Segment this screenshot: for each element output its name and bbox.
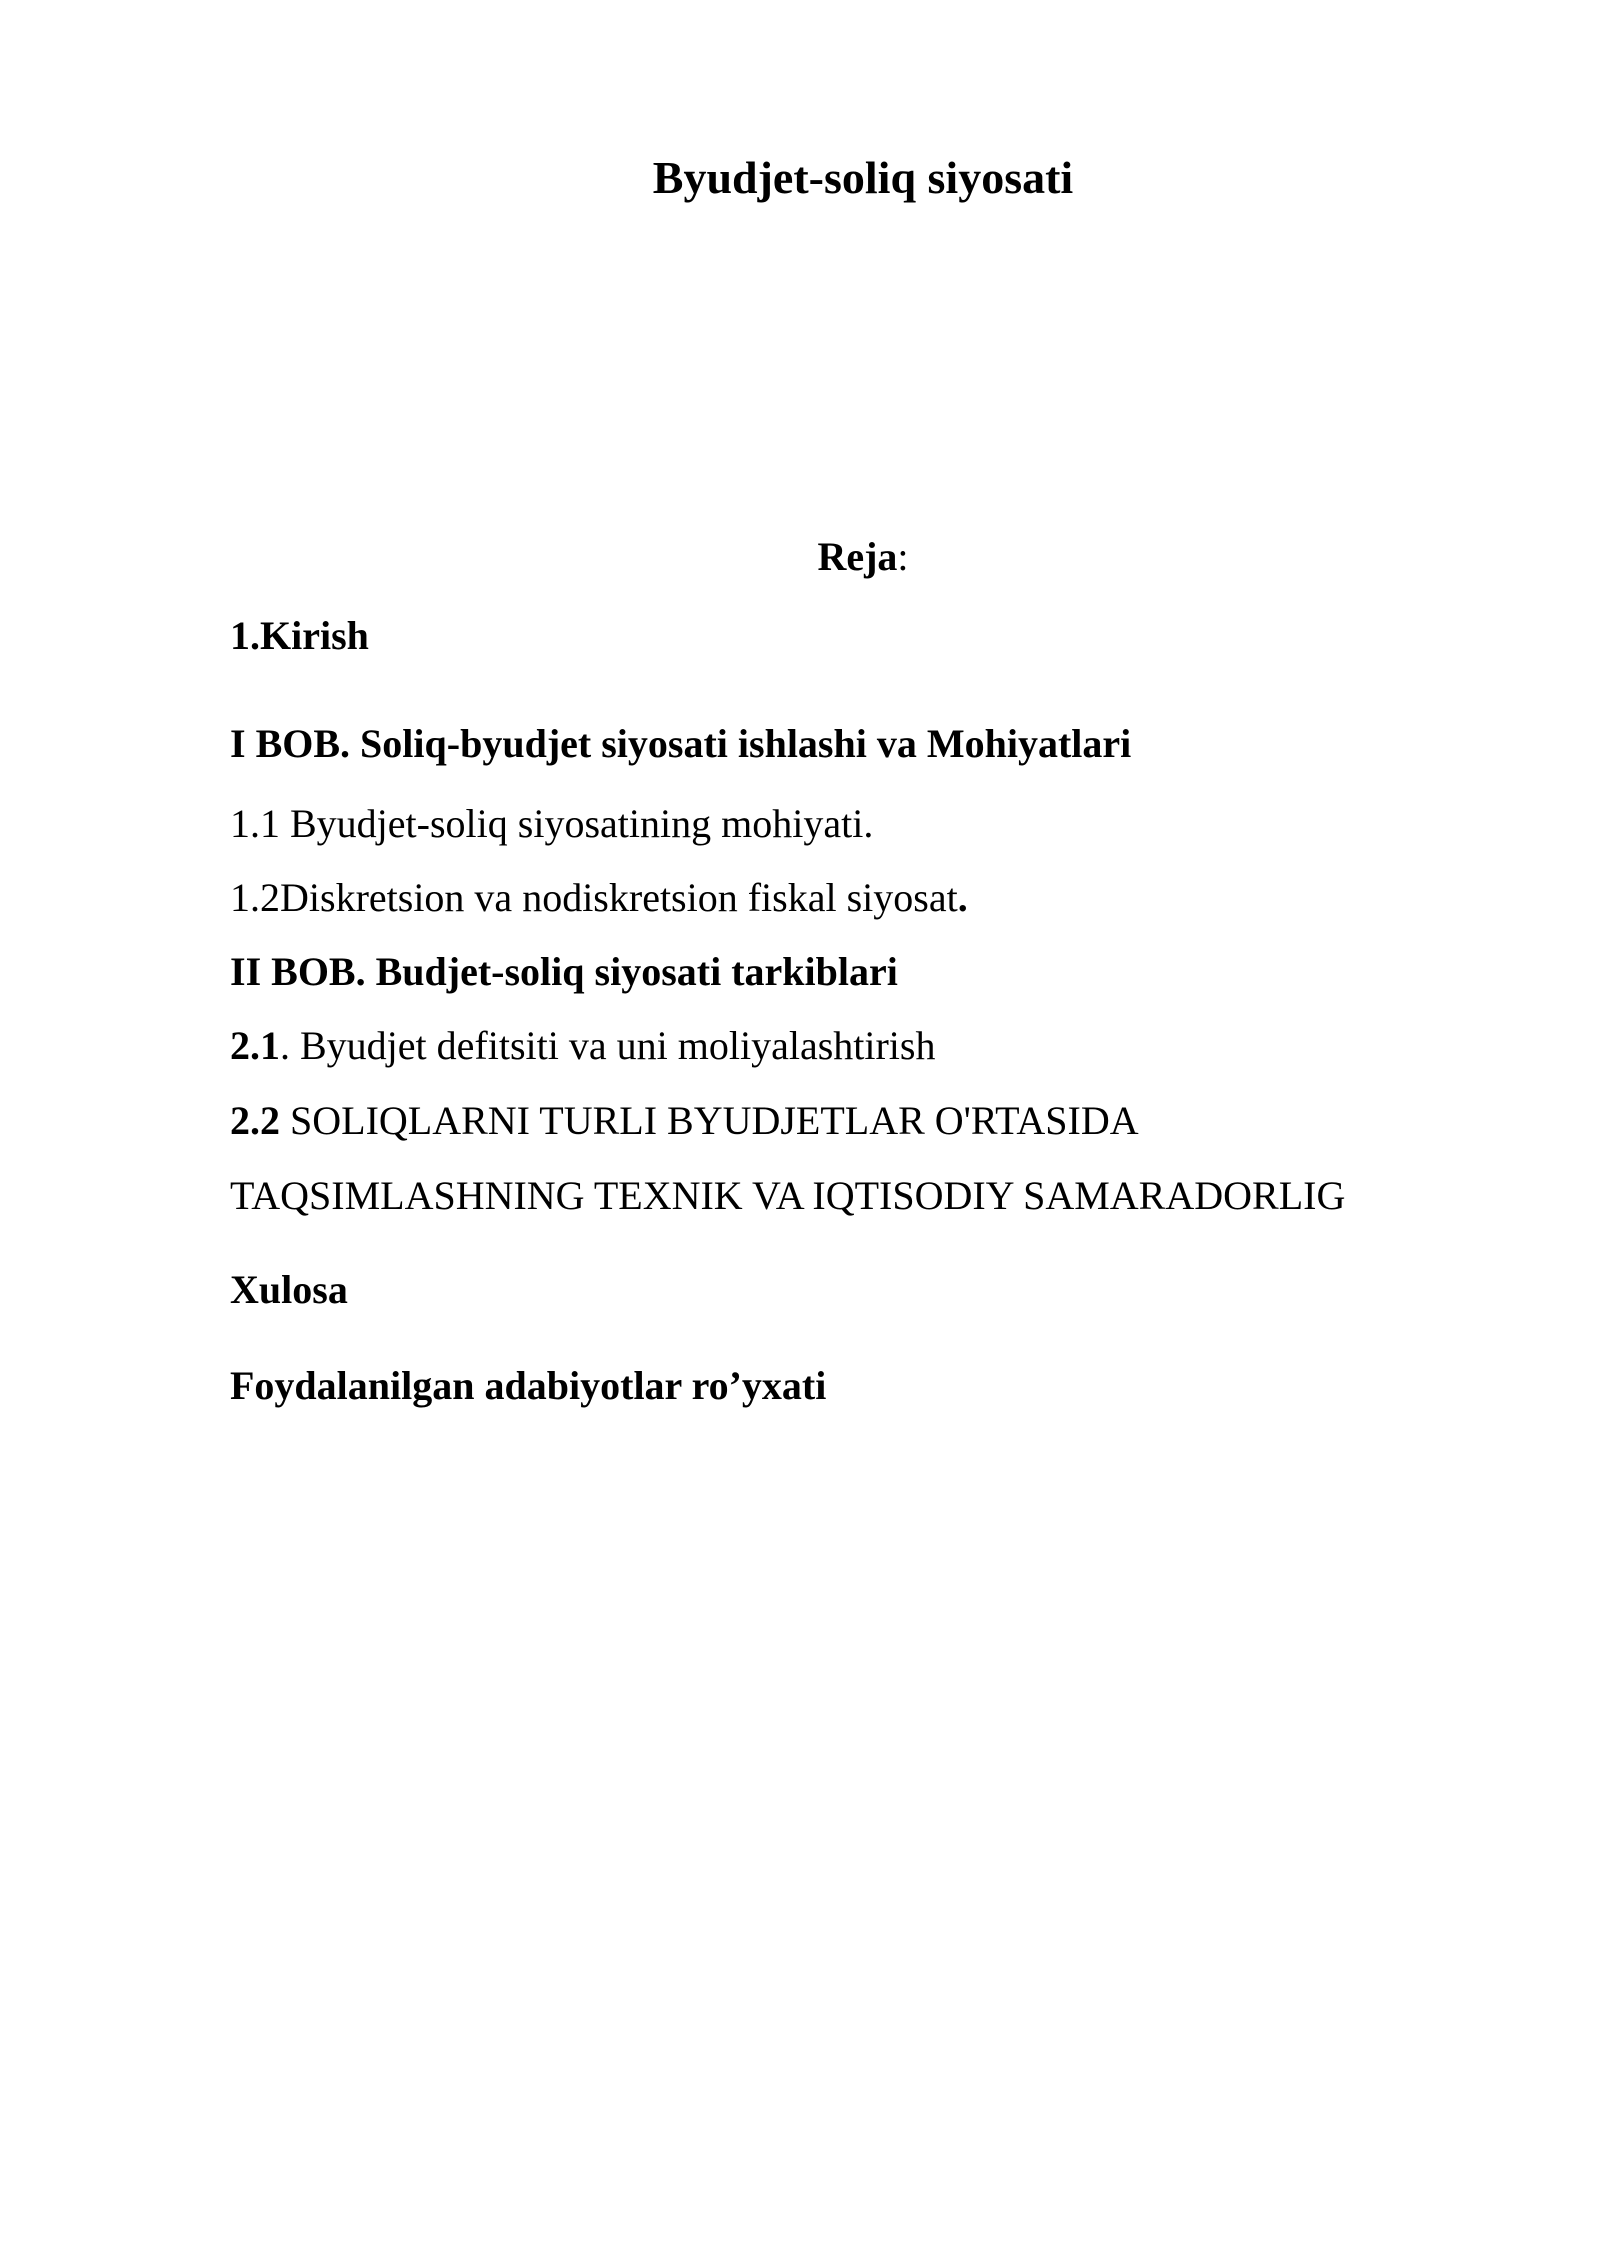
toc-chapter-1: I BOB. Soliq-byudjet siyosati ishlashi va Mohiyatlari [230,721,1132,766]
toc-section-1-2-text: 1.2Diskretsion va nodiskretsion fiskal siyosat [230,875,958,920]
toc-conclusion: Xulosa [230,1267,348,1312]
toc-intro: 1.Kirish [230,613,369,658]
toc-section-2-2-continued: TAQSIMLASHNING TEXNIK VA IQTISODIY SAMARADORLIG [230,1173,1346,1218]
toc-section-1-1: 1.1 Byudjet-soliq siyosatining mohiyati. [230,801,874,846]
plan-colon: : [897,534,909,579]
toc-section-2-1-text: . Byudjet defitsiti va uni moliyalashtirish [280,1023,936,1068]
toc-section-1-2-dot: . [957,875,968,920]
toc-section-2-2-number: 2.2 [230,1098,280,1143]
toc-references: Foydalanilgan adabiyotlar ro’yxati [230,1363,827,1408]
toc-chapter-2: II BOB. Budjet-soliq siyosati tarkiblari [230,949,898,994]
toc-section-2-1 [230,1022,936,1070]
plan-heading [0,533,1600,581]
toc-section-1-2 [230,874,968,922]
toc-section-2-2-text-line1: SOLIQLARNI TURLI BYUDJETLAR O'RTASIDA [280,1098,1139,1143]
document-title: Byudjet-soliq siyosati [652,152,1074,203]
plan-label: Reja [817,534,898,579]
toc-section-2-2 [230,1097,1139,1145]
toc-section-2-1-number: 2.1 [230,1023,280,1068]
